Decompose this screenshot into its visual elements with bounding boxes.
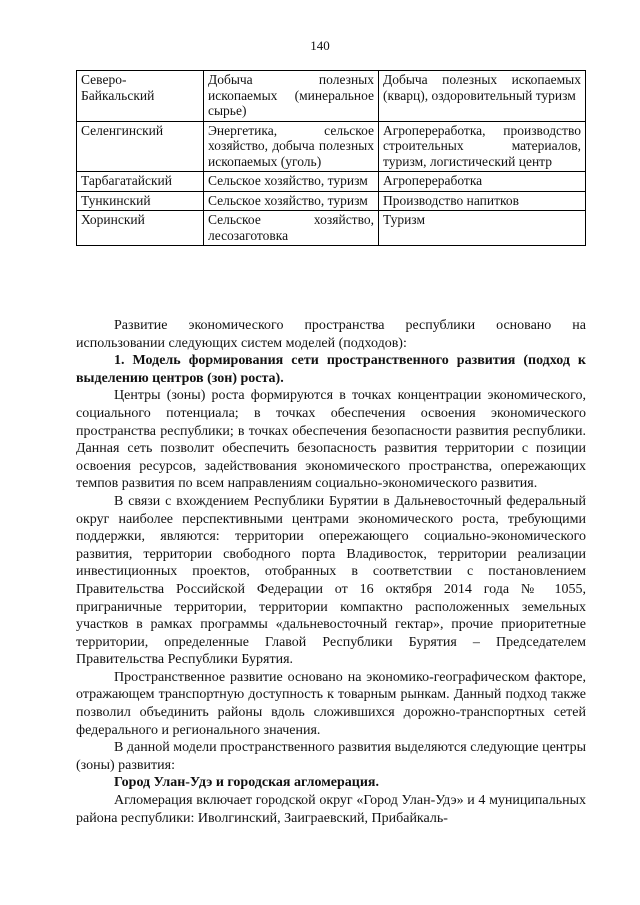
section-heading: 1. Модель формирования сети пространственного развития (подход к выделению центров (зон) роста). (76, 353, 586, 386)
table-cell-current-specialization: Сельское хозяйство, лесозаготовка (204, 211, 379, 246)
body-text (76, 317, 586, 827)
zones-intro-paragraph: В данной модели пространственного развития выделяются следующие центры (зоны) развития: (76, 740, 586, 773)
spatial-development-paragraph: Пространственное развитие основано на экономико-географическом факторе, отражающем транспортную доступность к товарным рынкам. Данный подход также позволил объединить районы вдоль сложившихся дорожно-транспортных сетей федерального и регионального значения. (76, 669, 586, 738)
table-cell-current-specialization: Сельское хозяйство, туризм (204, 191, 379, 211)
table-cell-prospective-specialization: Туризм (379, 211, 586, 246)
table-cell-district: Хоринский (77, 211, 204, 246)
table-cell-prospective-specialization: Агропереработка, производство строительных материалов, туризм, логистический центр (379, 121, 586, 172)
table-cell-district: Северо-Байкальский (77, 71, 204, 122)
table-cell-prospective-specialization: Добыча полезных ископаемых (кварц), оздоровительный туризм (379, 71, 586, 122)
table-row (77, 172, 586, 192)
agglomeration-paragraph: Агломерация включает городской округ «Город Улан-Удэ» и 4 муниципальных района республики: Иволгинский, Заиграевский, Прибайкаль- (76, 793, 586, 826)
table-row (77, 211, 586, 246)
far-east-paragraph: В связи с вхождением Республики Бурятии в Дальневосточный федеральный округ наиболее перспективными центрами экономического роста, требующими поддержки, являются: территории опережающего социально-экономического развития, территории свободного порта Владивосток, территории реализации инвестиционных проектов, отобранных в соответствии с постановлением Правительства Российской Федерации от 16 октября 2014 года № 1055, приграничные территории, территории компактно расположенных земельных участков в рамках программы «дальневосточный гектар», прочие приоритетные территории, определенные Главой Республики Бурятия – Председателем Правительства Республики Бурятия. (76, 493, 586, 668)
table-cell-district: Селенгинский (77, 121, 204, 172)
growth-centers-paragraph: Центры (зоны) роста формируются в точках концентрации экономического, социального потенциала; в точках обеспечения освоения экономического пространства республики; в точках обеспечения безопасности развития республики. Данная сеть позволит обеспечить безопасность развития территории с позиции освоения ресурсов, задействования экономического пространства, опережающих темпов развития по всем направлениям социально-экономического развития. (76, 388, 586, 492)
intro-paragraph: Развитие экономического пространства республики основано на использовании следующих систем моделей (подходов): (76, 318, 586, 351)
table-row (77, 191, 586, 211)
table-cell-district: Тарбагатайский (77, 172, 204, 192)
table-cell-current-specialization: Энергетика, сельское хозяйство, добыча полезных ископаемых (уголь) (204, 121, 379, 172)
subsection-heading: Город Улан-Удэ и городская агломерация. (114, 775, 379, 791)
table-cell-current-specialization: Сельское хозяйство, туризм (204, 172, 379, 192)
table-cell-district: Тункинский (77, 191, 204, 211)
table-cell-prospective-specialization: Производство напитков (379, 191, 586, 211)
page-number: 140 (310, 38, 330, 53)
table-row (77, 71, 586, 122)
table-cell-prospective-specialization: Агропереработка (379, 172, 586, 192)
table-row (77, 121, 586, 172)
table-cell-current-specialization: Добыча полезных ископаемых (минеральное сырье) (204, 71, 379, 122)
regions-table (76, 70, 586, 246)
